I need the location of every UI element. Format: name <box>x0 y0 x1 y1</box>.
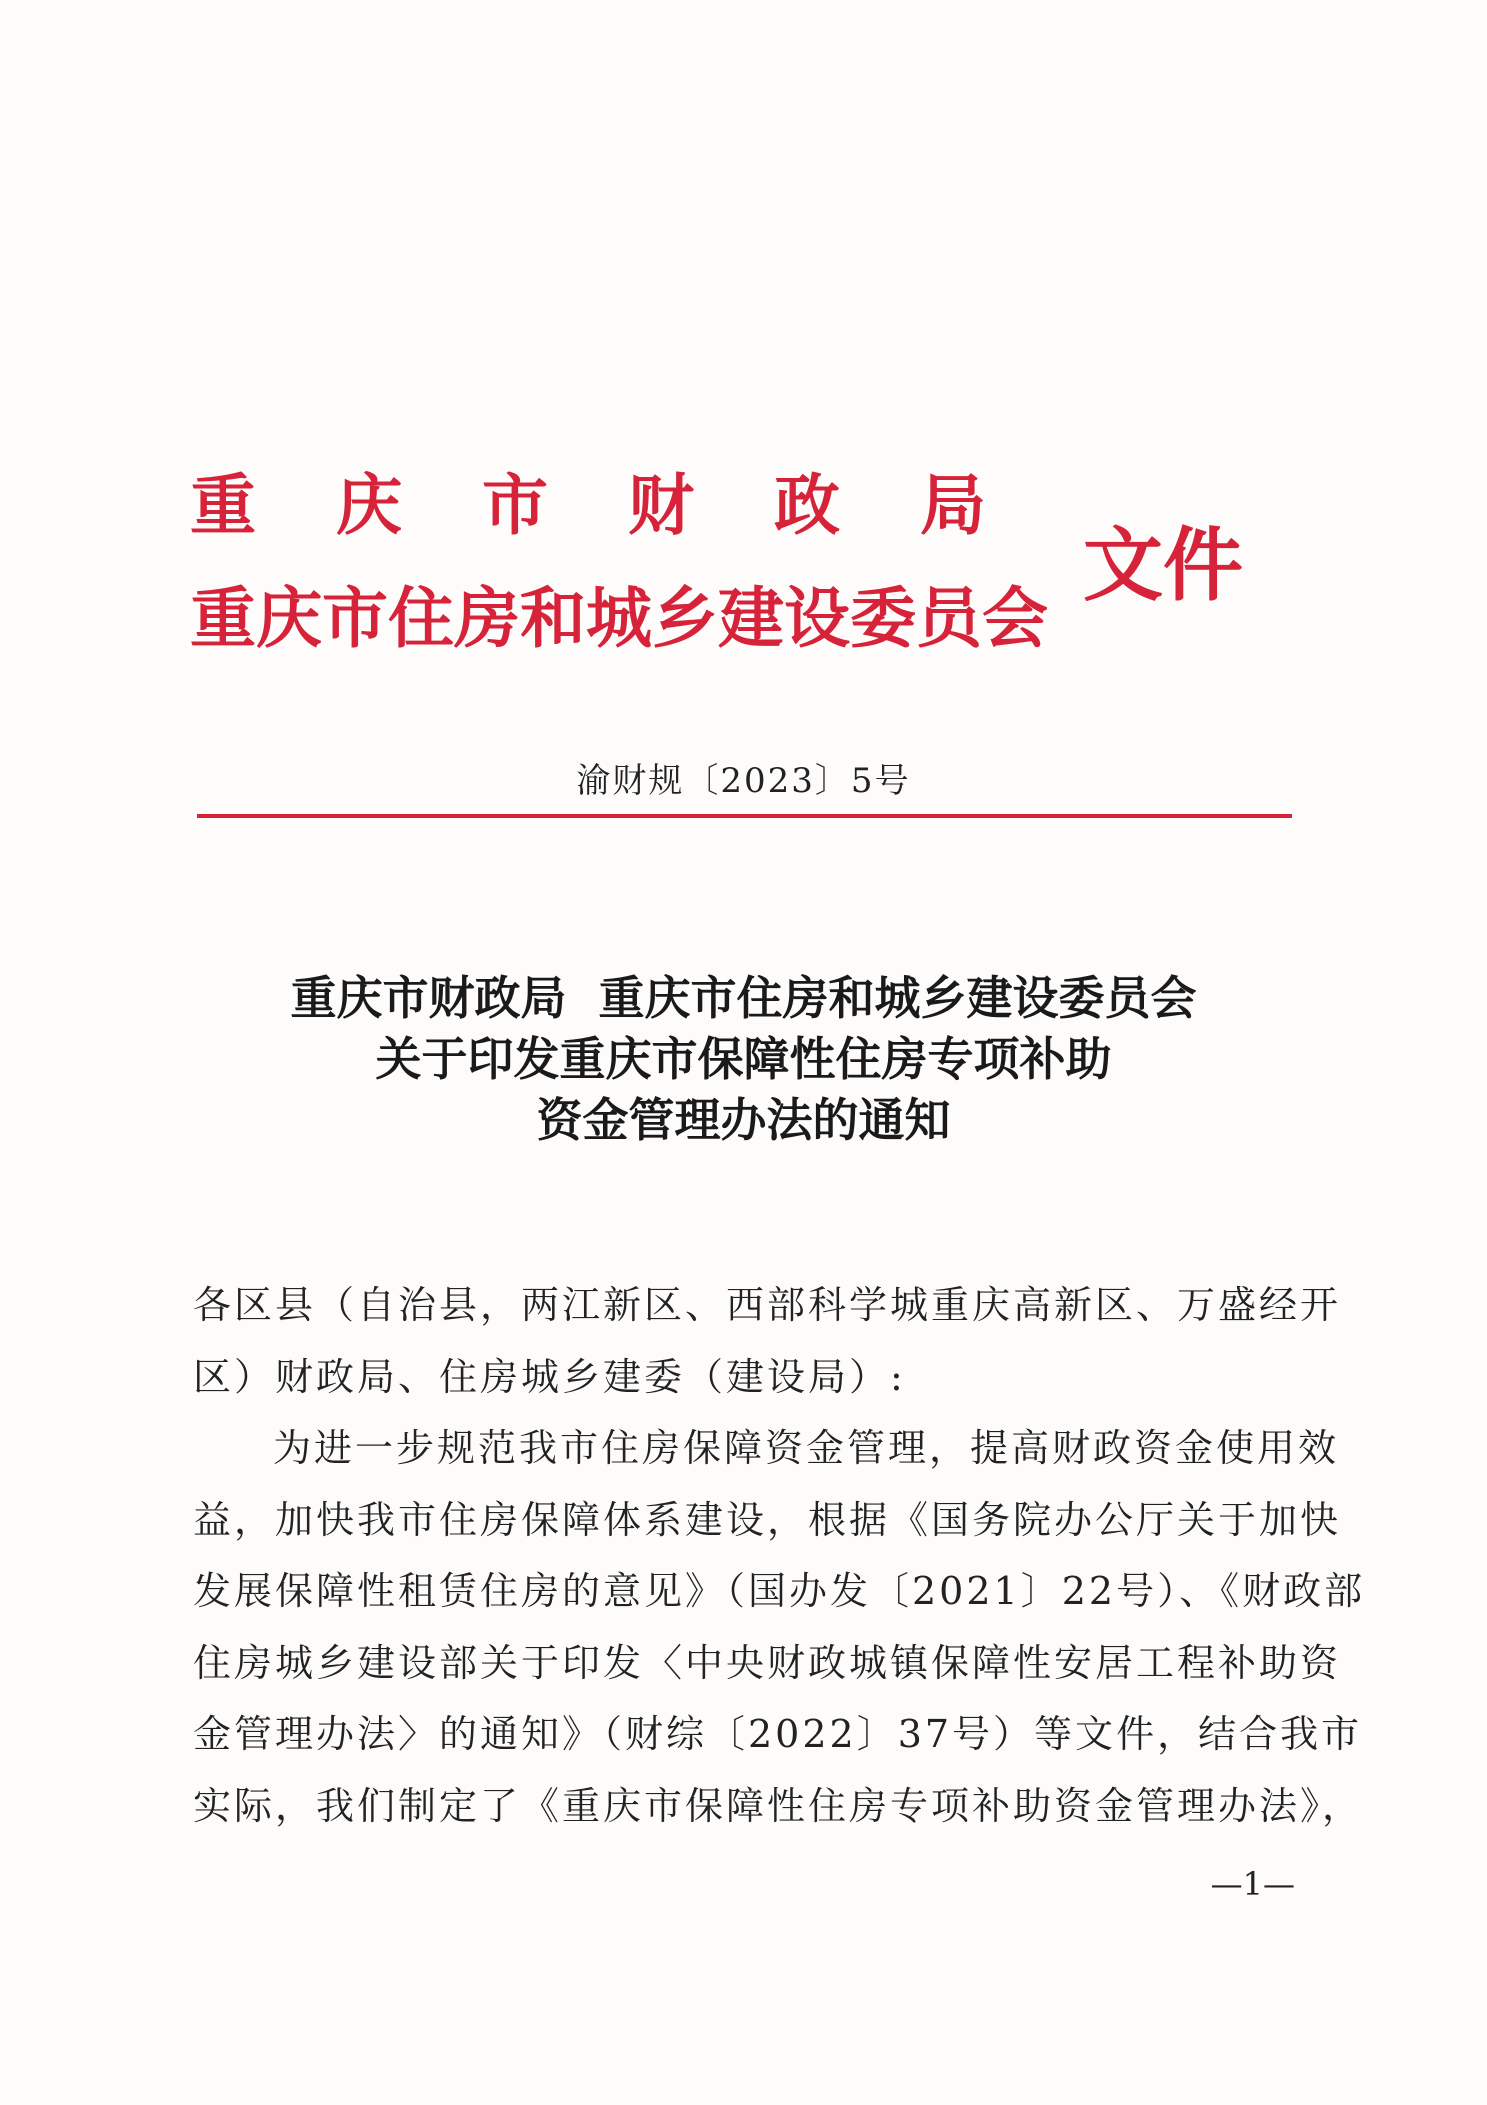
issuer-line-finance-bureau <box>190 465 986 545</box>
paragraph-line-4: 住房城乡建设部关于印发〈中央财政城镇保障性安居工程补助资 <box>193 1640 1342 1685</box>
paragraph-line-1: 为进一步规范我市住房保障资金管理，提高财政资金使用效 <box>273 1426 1340 1470</box>
title-line-3: 资金管理办法的通知 <box>536 1093 951 1147</box>
title-line-1: 重庆市财政局 重庆市住房和城乡建设委员会 <box>290 971 1197 1025</box>
paragraph-line-5: 金管理办法〉的通知》（财综〔2022〕37号）等文件，结合我市 <box>193 1712 1363 1756</box>
issuer-char: 局 <box>920 466 986 544</box>
addressee-line-2: 区）财政局、住房城乡建委（建设局）: <box>193 1354 906 1399</box>
page-number: —1— <box>1210 1865 1295 1903</box>
issuer-line-housing-commission: 重庆市住房和城乡建设委员会 <box>190 579 1048 657</box>
document-number: 渝财规〔2023〕5号 <box>576 761 911 801</box>
title-line-2: 关于印发重庆市保障性住房专项补助 <box>375 1032 1112 1086</box>
issuer-char: 市 <box>482 466 548 544</box>
paragraph-line-6: 实际，我们制定了《重庆市保障性住房专项补助资金管理办法》， <box>193 1783 1364 1828</box>
red-divider-line <box>197 814 1292 818</box>
addressee-line-1: 各区县（自治县，两江新区、西部科学城重庆高新区、万盛经开 <box>193 1283 1342 1327</box>
paragraph-line-2: 益，加快我市住房保障体系建设，根据《国务院办公厅关于加快 <box>193 1497 1342 1542</box>
issuer-char: 财 <box>628 466 694 544</box>
issuer-char: 重 <box>190 466 256 544</box>
document-body <box>193 1270 1366 1842</box>
issuer-char: 庆 <box>336 466 402 544</box>
issuer-char: 政 <box>774 466 840 544</box>
issuer-header <box>190 465 1290 665</box>
issuer-suffix: 文件 <box>1083 518 1243 612</box>
paragraph-line-3: 发展保障性租赁住房的意见》（国办发〔2021〕22号）、《财政部 <box>193 1569 1366 1613</box>
document-title <box>0 968 1487 1151</box>
